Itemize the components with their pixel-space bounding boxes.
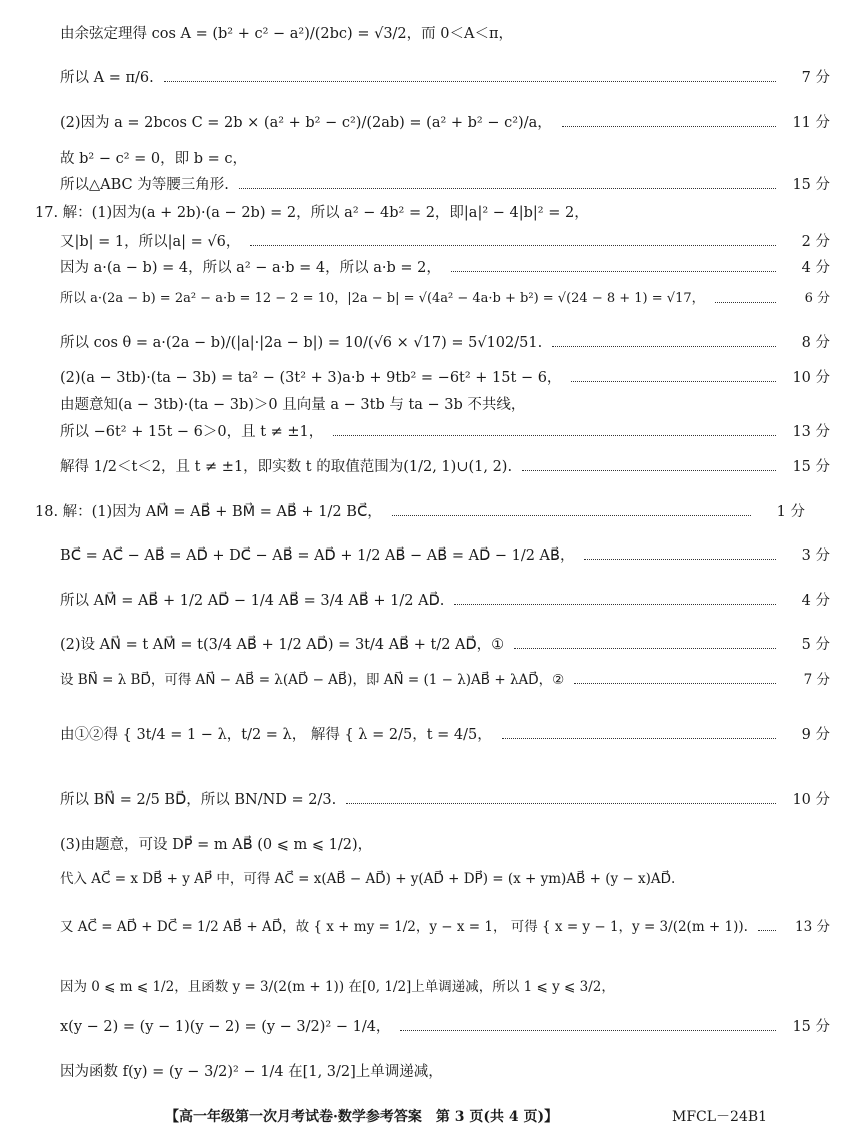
problem-18-heading	[0, 503, 835, 521]
footer-code: MFCL－24B1	[672, 1109, 768, 1125]
score-label: 4 分	[801, 593, 830, 609]
leader-dots	[333, 435, 776, 436]
score-label: 5 分	[801, 637, 830, 653]
score-label: 3 分	[801, 548, 830, 564]
page-footer	[0, 1106, 800, 1130]
solution-line-5	[0, 176, 860, 194]
line-text: (2)因为 a = 2bcos C = 2b × (a² + b² − c²)/(2ab) = (a² + b² − c²)/a，	[60, 115, 552, 131]
leader-dots	[514, 648, 776, 649]
leader-dots	[250, 245, 776, 246]
leader-dots	[552, 346, 776, 347]
solution-line-23	[0, 870, 860, 888]
solution-line-9	[0, 290, 860, 308]
solution-line-2	[0, 69, 860, 87]
score-label: 8 分	[801, 335, 830, 351]
score-label: 10 分	[792, 792, 830, 808]
line-text: 所以△ABC 为等腰三角形.	[60, 177, 229, 193]
leader-dots	[571, 381, 776, 382]
leader-dots	[502, 738, 776, 739]
line-text: 所以 −6t² + 15t − 6＞0，且 t ≠ ±1，	[60, 424, 324, 440]
score-label: 13 分	[795, 919, 830, 935]
solution-line-21	[0, 791, 860, 809]
solution-line-7	[0, 233, 860, 251]
problem-17-heading	[0, 204, 835, 222]
line-text: 代入 AC⃗ = x DB⃗ + y AP⃗ 中，可得 AC⃗ = x(AB⃗ − AD⃗) + y(AD⃗ + DP⃗) = (x + ym)AB⃗ + (y − x)AD⃗.	[60, 871, 676, 887]
score-label: 7 分	[803, 672, 830, 688]
solution-line-25	[0, 978, 860, 996]
score-label: 9 分	[801, 727, 830, 743]
score-label: 11 分	[792, 115, 830, 131]
leader-dots	[715, 302, 776, 303]
solution-line-10	[0, 334, 860, 352]
solution-line-27	[0, 1063, 860, 1081]
line-text: (2)(a − 3tb)·(ta − 3b) = ta² − (3t² + 3)a·b + 9tb² = −6t² + 15t − 6，	[60, 370, 562, 386]
footer-title: 【高一年级第一次月考试卷·数学参考答案 第 3 页(共 4 页)】	[165, 1109, 559, 1125]
solution-line-24	[0, 918, 860, 936]
line-text: 所以 A = π/6.	[60, 70, 154, 86]
line-text: BC⃗ = AC⃗ − AB⃗ = AD⃗ + DC⃗ − AB⃗ = AD⃗ + 1/2 AB⃗ − AB⃗ = AD⃗ − 1/2 AB⃗，	[60, 548, 575, 564]
line-text: 因为函数 f(y) = (y − 3/2)² − 1/4 在[1, 3/2]上单调递减，	[60, 1064, 443, 1080]
score-label: 4 分	[801, 260, 830, 276]
solution-line-13	[0, 423, 860, 441]
score-label: 15 分	[792, 459, 830, 475]
score-label: 13 分	[792, 424, 830, 440]
solution-line-20	[0, 726, 860, 744]
solution-line-19	[0, 671, 860, 689]
leader-dots	[400, 1030, 776, 1031]
line-text: 由余弦定理得 cos A = (b² + c² − a²)/(2bc) = √3/2，而 0＜A＜π，	[60, 26, 513, 42]
line-text: 又 AC⃗ = AD⃗ + DC⃗ = 1/2 AB⃗ + AD⃗，故 { x + my = 1/2，y − x = 1， 可得 { x = y − 1，y = 3/(2(m + 1)).	[60, 919, 748, 935]
solution-line-11	[0, 369, 860, 387]
leader-dots	[454, 604, 776, 605]
line-text: 由题意知(a − 3tb)·(ta − 3b)＞0 且向量 a − 3tb 与 ta − 3b 不共线，	[60, 397, 526, 413]
solution-line-26	[0, 1018, 860, 1036]
line-text: 所以 a·(2a − b) = 2a² − a·b = 12 − 2 = 10，|2a − b| = √(4a² − 4a·b + b²) = √(24 − 8 + 1) = √17，	[60, 291, 705, 306]
line-text: 由①②得 { 3t/4 = 1 − λ，t/2 = λ， 解得 { λ = 2/5，t = 4/5，	[60, 727, 492, 743]
leader-dots	[239, 188, 776, 189]
leader-dots	[346, 803, 776, 804]
leader-dots	[562, 126, 776, 127]
solution-line-12	[0, 396, 860, 414]
score-label: 15 分	[792, 1019, 830, 1035]
solution-line-14	[0, 458, 860, 476]
line-text: 18. 解：(1)因为 AM⃗ = AB⃗ + BM⃗ = AB⃗ + 1/2 BC⃗，	[35, 504, 382, 520]
line-text: (2)设 AN⃗ = t AM⃗ = t(3/4 AB⃗ + 1/2 AD⃗) = 3t/4 AB⃗ + t/2 AD⃗，①	[60, 637, 505, 653]
line-text: 因为 0 ⩽ m ⩽ 1/2，且函数 y = 3/(2(m + 1)) 在[0, 1/2]上单调递减，所以 1 ⩽ y ⩽ 3/2，	[60, 979, 615, 995]
solution-line-18	[0, 636, 860, 654]
line-text: 解得 1/2＜t＜2，且 t ≠ ±1，即实数 t 的取值范围为(1/2, 1)∪(1, 2).	[60, 459, 513, 475]
score-label: 10 分	[792, 370, 830, 386]
solution-line-3	[0, 114, 860, 132]
solution-line-17	[0, 592, 860, 610]
line-text: 所以 cos θ = a·(2a − b)/(|a|·|2a − b|) = 10/(√6 × √17) = 5√102/51.	[60, 335, 543, 351]
line-text: 17. 解：(1)因为(a + 2b)·(a − 2b) = 2，所以 a² − 4b² = 2，即|a|² − 4|b|² = 2，	[35, 205, 589, 221]
solution-line-8	[0, 259, 860, 277]
line-text: 故 b² − c² = 0，即 b = c，	[60, 151, 247, 167]
score-label: 15 分	[792, 177, 830, 193]
solution-line-4	[0, 150, 860, 168]
line-text: x(y − 2) = (y − 1)(y − 2) = (y − 3/2)² − 1/4，	[60, 1019, 391, 1035]
score-label: 2 分	[801, 234, 830, 250]
solution-line-1	[0, 25, 860, 43]
line-text: 因为 a·(a − b) = 4，所以 a² − a·b = 4，所以 a·b = 2，	[60, 260, 441, 276]
leader-dots	[451, 271, 776, 272]
solution-line-22	[0, 836, 860, 854]
line-text: 设 BN⃗ = λ BD⃗，可得 AN⃗ − AB⃗ = λ(AD⃗ − AB⃗)，即 AN⃗ = (1 − λ)AB⃗ + λAD⃗，②	[60, 672, 565, 688]
leader-dots	[522, 470, 776, 471]
line-text: 所以 AM⃗ = AB⃗ + 1/2 AD⃗ − 1/4 AB⃗ = 3/4 AB⃗ + 1/2 AD⃗.	[60, 593, 445, 609]
solution-line-16	[0, 547, 860, 565]
leader-dots	[164, 81, 776, 82]
score-label: 1 分	[776, 504, 805, 520]
score-label: 7 分	[801, 70, 830, 86]
line-text: 所以 BN⃗ = 2/5 BD⃗，所以 BN/ND = 2/3.	[60, 792, 337, 808]
leader-dots	[392, 515, 751, 516]
score-label: 6 分	[804, 291, 830, 306]
leader-dots	[758, 930, 776, 931]
line-text: 又|b| = 1，所以|a| = √6，	[60, 234, 241, 250]
leader-dots	[584, 559, 776, 560]
line-text: (3)由题意，可设 DP⃗ = m AB⃗ (0 ⩽ m ⩽ 1/2)，	[60, 837, 373, 853]
leader-dots	[574, 683, 776, 684]
